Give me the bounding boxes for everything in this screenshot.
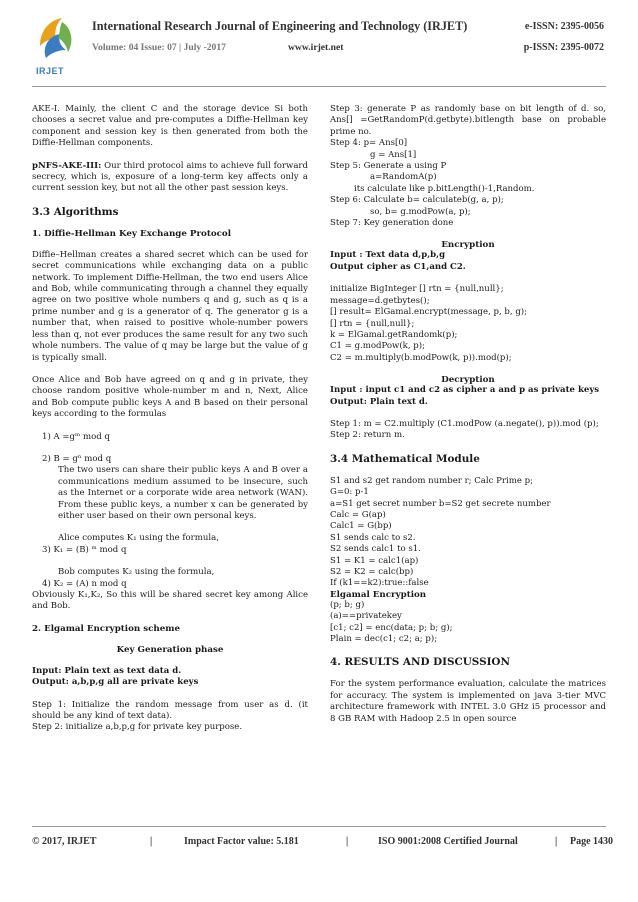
spacer	[32, 239, 308, 250]
spacer	[32, 195, 308, 206]
subsection-heading: 1. Diffie-Hellman Key Exchange Protocol	[32, 228, 232, 239]
volume-info: Volume: 04 Issue: 07 | July -2017	[92, 42, 226, 53]
eissn: e-ISSN: 2395-0056	[524, 21, 604, 32]
footer-divider	[32, 826, 606, 827]
paragraph: [] rtn = {null,null};	[330, 318, 415, 329]
spacer	[330, 273, 606, 284]
spacer	[32, 443, 308, 454]
paragraph: k = ElGamal.getRandomk(p);	[330, 329, 458, 340]
paragraph: C2 = m.multiply(b.modPow(k, p)).mod(p);	[330, 352, 512, 363]
spacer	[32, 522, 308, 533]
subsection-heading: Elgamal Encryption	[330, 589, 427, 600]
spacer	[32, 655, 308, 666]
spacer	[32, 634, 308, 645]
paragraph: a=S1 get secret number b=S2 get secrete number	[330, 498, 551, 509]
right-column	[330, 104, 606, 725]
paragraph	[32, 161, 308, 195]
section-heading: 3.3 Algorithms	[32, 205, 119, 218]
spacer	[330, 465, 606, 476]
paragraph: [] result= ElGamal.encrypt(message, p, b, g);	[330, 307, 528, 318]
paragraph: G=0: p-1	[330, 487, 369, 498]
paragraph: Step 4: p= Ans[0]	[330, 138, 408, 149]
footer-impact: Impact Factor value: 5.181	[184, 836, 299, 847]
paragraph: Input : Text data d,p,b,g	[330, 250, 446, 261]
spacer	[330, 408, 606, 419]
formula-item: 1) A =gᵐ mod q	[42, 431, 110, 442]
spacer	[330, 645, 606, 656]
footer-copyright: © 2017, IRJET	[32, 836, 97, 847]
paragraph: so, b= g.modPow(a, p);	[370, 206, 471, 217]
paragraph: its calculate like p.bitLength()-1,Random.	[354, 183, 535, 194]
paragraph: message=d.getbytes();	[330, 295, 430, 306]
footer-sep: |	[346, 836, 349, 847]
paragraph: Step 5: Generate a using P	[330, 161, 447, 172]
paragraph: g = Ans[1]	[370, 149, 417, 160]
spacer	[32, 689, 308, 700]
paragraph: Step 1: Initialize the random message from user as d. (it should be any kind of text data).	[32, 699, 308, 722]
paragraph: AKE-I. Mainly, the client C and the storage device Si both chooses a secret value and pre-computes a Diffie-Hellman key component and session key is then generated from both the Diffie-Hellman components.	[32, 104, 308, 149]
paragraph: Calc = G(ap)	[330, 509, 386, 520]
paragraph: Bob computes K₂ using the formula,	[58, 567, 215, 578]
phase-heading: Encryption	[441, 240, 495, 251]
spacer	[32, 421, 308, 432]
paragraph: [c1; c2] = enc(data; p; b; g);	[330, 622, 453, 633]
paragraph: Once Alice and Bob have agreed on q and g in private, they choose random positive whole-number m and n, Next, Alice and Bob compute public keys A and B based on their personal keys according to the formulas	[32, 374, 308, 420]
pissn: p-ISSN: 2395-0072	[523, 42, 604, 53]
spacer	[330, 364, 606, 375]
paragraph: (p; b; g)	[330, 599, 365, 610]
footer-sep: |	[555, 836, 558, 847]
phase-heading: Decryption	[441, 375, 495, 386]
phase-heading: Key Generation phase	[116, 644, 224, 655]
paragraph: Step 3: generate P as randomly base on bit length of d. so, Ans[] =GetRandomP(d.getbyte).bitlength base on probable prime no.	[330, 104, 606, 137]
paragraph: S2 = K2 = calc(bp)	[330, 567, 414, 577]
spacer	[32, 613, 308, 624]
paragraph: Diffie–Hellman creates a shared secret which can be used for secret communications while exchanging data on a public network. To implement Diffie-Hellman, the two end users Alice and Bob, while communicating through a channel they equally agree on two positive whole numbers q and g, such as q is a prime number and g is a generator of q. The generator g is a number that, when raised to positive whole-number powers less than q, not ever produces the same result for any two such whole numbers. The value of q may be large but the value of g is typically small.	[32, 249, 308, 363]
spacer	[32, 556, 308, 567]
section-heading: 4. RESULTS AND DISCUSSION	[330, 656, 510, 669]
paragraph: S1 and s2 get random number r; Calc Prime p;	[330, 475, 533, 486]
protocol-label: pNFS-AKE-III:	[32, 160, 102, 171]
spacer	[330, 668, 606, 679]
paragraph: S2 sends calc1 to s1.	[330, 544, 421, 555]
subsection-heading: 2. Elgamal Encryption scheme	[32, 623, 180, 634]
paragraph-text: Our third protocol aims to achieve full forward secrecy, which is, exposure of a long-term key affects only a current session key, but not all the other past session keys.	[32, 160, 308, 194]
paragraph: For the system performance evaluation, calculate the matrices for accuracy. The system is implemented on java 3-tier MVC architecture framework with INTEL 3.0 GHz i5 processor and 8 GB RAM with Hadoop 2.5 in open source	[330, 679, 606, 724]
paragraph: Step 2: return m.	[330, 430, 405, 441]
paragraph: initialize BigInteger [] rtn = {null,null};	[330, 284, 504, 295]
paragraph: Input : input c1 and c2 as cipher a and p as private keys	[330, 385, 600, 396]
paragraph: a=RandomA(p)	[370, 172, 437, 183]
logo-text: IRJET	[36, 66, 65, 76]
paragraph: Output cipher as C1,and C2.	[330, 261, 466, 272]
paragraph: Step 7: Key generation done	[330, 218, 454, 229]
formula-item: 2) B = gⁿ mod q	[42, 453, 112, 464]
paragraph: Plain = dec(c1; c2; a; p);	[330, 634, 438, 645]
irjet-logo-icon	[32, 12, 78, 68]
spacer	[32, 218, 308, 229]
paragraph: S1 sends calc to s2.	[330, 532, 416, 543]
left-column	[32, 104, 308, 734]
paragraph: Input: Plain text as text data d.	[32, 665, 182, 676]
website-link[interactable]: www.irjet.net	[288, 42, 344, 53]
paragraph: Step 1: m = C2.multiply (C1.modPow (a.negate(), p)).mod (p);	[330, 418, 599, 429]
paragraph: Step 6: Calculate b= calculateb(g, a, p);	[330, 195, 504, 206]
spacer	[32, 364, 308, 375]
paragraph: (a)==privatekey	[330, 611, 402, 622]
paragraph: The two users can share their public keys A and B over a communications medium assumed to be insecure, such as the Internet or a corporate wide area network (WAN). From these public keys, a number x can be generated by either user based on their own personal keys.	[58, 465, 308, 521]
journal-title: International Research Journal of Engineering and Technology (IRJET)	[92, 19, 468, 33]
footer-page: Page 1430	[570, 836, 614, 847]
paragraph: Output: Plain text d.	[330, 396, 428, 407]
paragraph: Output: a,b,p,g all are private keys	[32, 677, 199, 688]
formula-item: 4) K₂ = (A) n mod q	[42, 578, 127, 589]
header-divider	[32, 86, 606, 87]
footer-sep: |	[150, 836, 153, 847]
page-header	[0, 0, 638, 86]
spacer	[330, 442, 606, 453]
formula-item: 3) K₁ = (B) ᵐ mod q	[42, 544, 127, 555]
paragraph: C1 = g.modPow(k, p);	[330, 341, 425, 352]
paragraph: Calc1 = G(bp)	[330, 521, 392, 532]
section-heading: 3.4 Mathematical Module	[330, 452, 480, 465]
footer-iso: ISO 9001:2008 Certified Journal	[378, 836, 518, 847]
spacer	[32, 150, 308, 161]
paragraph: Alice computes K₁ using the formula,	[58, 533, 219, 544]
paragraph: Obviously K₁,K₂, So this will be shared secret key among Alice and Bob.	[32, 590, 308, 612]
spacer	[330, 229, 606, 240]
paragraph: S1 = K1 = calc1(ap)	[330, 555, 419, 566]
paragraph: Step 2: initialize a,b,p,g for private key purpose.	[32, 722, 243, 733]
paragraph: If (k1==k2):true::false	[330, 578, 429, 589]
